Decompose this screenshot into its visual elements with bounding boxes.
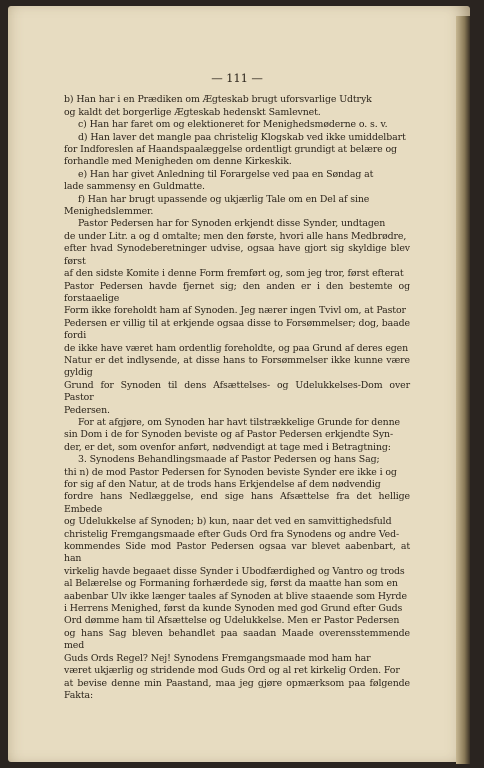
text-line: Pastor Pedersen havde fjernet sig; den anden er i den bestemte og forstaaelige [64, 280, 410, 304]
text-line: forhandle med Menigheden om denne Kirkeskik. [64, 156, 292, 168]
text-line: 3. Synodens Behandlingsmaade af Pastor Pedersen og hans Sag; [78, 454, 380, 466]
text-line: Ord dømme ham til Afsættelse og Udelukkelse. Men er Pastor Pedersen [64, 615, 400, 627]
text-line: og Udelukkelse af Synoden; b) kun, naar det ved en samvittighedsfuld [64, 516, 392, 528]
text-line: aabenbar Ulv ikke længer taales af Synoden at blive staaende som Hyrde [64, 590, 407, 602]
text-line: sin Dom i de for Synoden beviste og af Pastor Pedersen erkjendte Syn- [64, 429, 394, 441]
text-line: d) Han laver det mangle paa christelig Klogskab ved ikke umiddelbart [78, 131, 406, 143]
text-line: at bevise denne min Paastand, maa jeg gjøre opmærksom paa følgende Fakta: [64, 677, 410, 701]
page-edge [456, 16, 470, 764]
page-number: — 111 — [211, 71, 263, 85]
text-line: og kaldt det borgerlige Ægteskab hedenskt Samlevnet. [64, 106, 321, 118]
text-line: Natur er det indlysende, at disse hans to Forsømmelser ikke kunne være gyldig [64, 354, 410, 379]
text-line: kommendes Side mod Pastor Pedersen ogsaa var blevet aabenbart, at han [64, 541, 410, 565]
text-line: b) Han har i en Prædiken om Ægteskab brugt uforsvarlige Udtryk [64, 94, 372, 106]
text-line: af den sidste Komite i denne Form fremført og, som jeg tror, først efterat [64, 268, 404, 280]
text-line: Pedersen. [64, 404, 110, 416]
text-line: for Indforeslen af Haandspaalæggelse ordentligt grundigt at belære og [64, 144, 397, 156]
text-line: efter hvad Synodeberetninger udvise, ogsaa have gjort sig skyldige blev først [64, 243, 410, 267]
page-text [64, 72, 410, 702]
text-line: de ikke have været ham ordentlig foreholdte, og paa Grund af deres egen [64, 342, 409, 354]
text-line: været ukjærlig og stridende mod Guds Ord og al ret kirkelig Orden. For [64, 665, 400, 677]
text-line: lade sammensy en Guldmatte. [64, 181, 205, 193]
text-line: f) Han har brugt upassende og ukjærlig Tale om en Del af sine [78, 193, 370, 205]
book-page [8, 6, 470, 762]
text-line: c) Han har faret om og elektioneret for Menighedsmøderne o. s. v. [78, 119, 388, 131]
text-line: christelig Fremgangsmaade efter Guds Ord fra Synodens og andre Ved- [64, 528, 400, 540]
text-line: Grund for Synoden til dens Afsættelses- og Udelukkelses-Dom over Pastor [64, 379, 410, 404]
text-line: Form ikke foreholdt ham af Synoden. Jeg nærer ingen Tvivl om, at Pastor [64, 305, 406, 317]
text-line: For at afgjøre, om Synoden har havt tilstrækkelige Grunde for denne [78, 416, 400, 428]
text-line: e) Han har givet Anledning til Forargelse ved paa en Søndag at [78, 168, 374, 180]
text-line: Pastor Pedersen har for Synoden erkjendt disse Synder, undtagen [78, 218, 386, 230]
text-line: i Herrens Menighed, først da kunde Synoden med god Grund efter Guds [64, 603, 403, 615]
text-line: de under Litr. a og d omtalte; men den første, hvori alle hans Medbrødre, [64, 230, 407, 242]
text-line: virkelig havde begaaet disse Synder i Ubodfærdighed og Vantro og trods [64, 565, 405, 577]
text-line: fordre hans Nedlæggelse, end sige hans Afsættelse fra det hellige Embede [64, 491, 410, 515]
text-line: Menighedslemmer. [64, 206, 154, 218]
text-line: der, er det, som ovenfor anført, nødvendigt at tage med i Betragtning: [64, 441, 391, 453]
text-line: Guds Ords Regel? Nej! Synodens Fremgangsmaade mod ham har [64, 652, 371, 664]
text-lines [64, 94, 410, 702]
text-line: Pedersen er villig til at erkjende ogsaa disse to Forsømmelser; dog, baade fordi [64, 317, 410, 342]
text-line: thi n) de mod Pastor Pedersen for Synoden beviste Synder ere ikke i og [64, 466, 397, 478]
text-line: al Belærelse og Formaning forhærdede sig, først da maatte han som en [64, 578, 398, 590]
text-line: og hans Sag bleven behandlet paa saadan Maade overensstemmende med [64, 627, 410, 652]
text-line: for sig af den Natur, at de trods hans Erkjendelse af dem nødvendig [64, 479, 381, 490]
